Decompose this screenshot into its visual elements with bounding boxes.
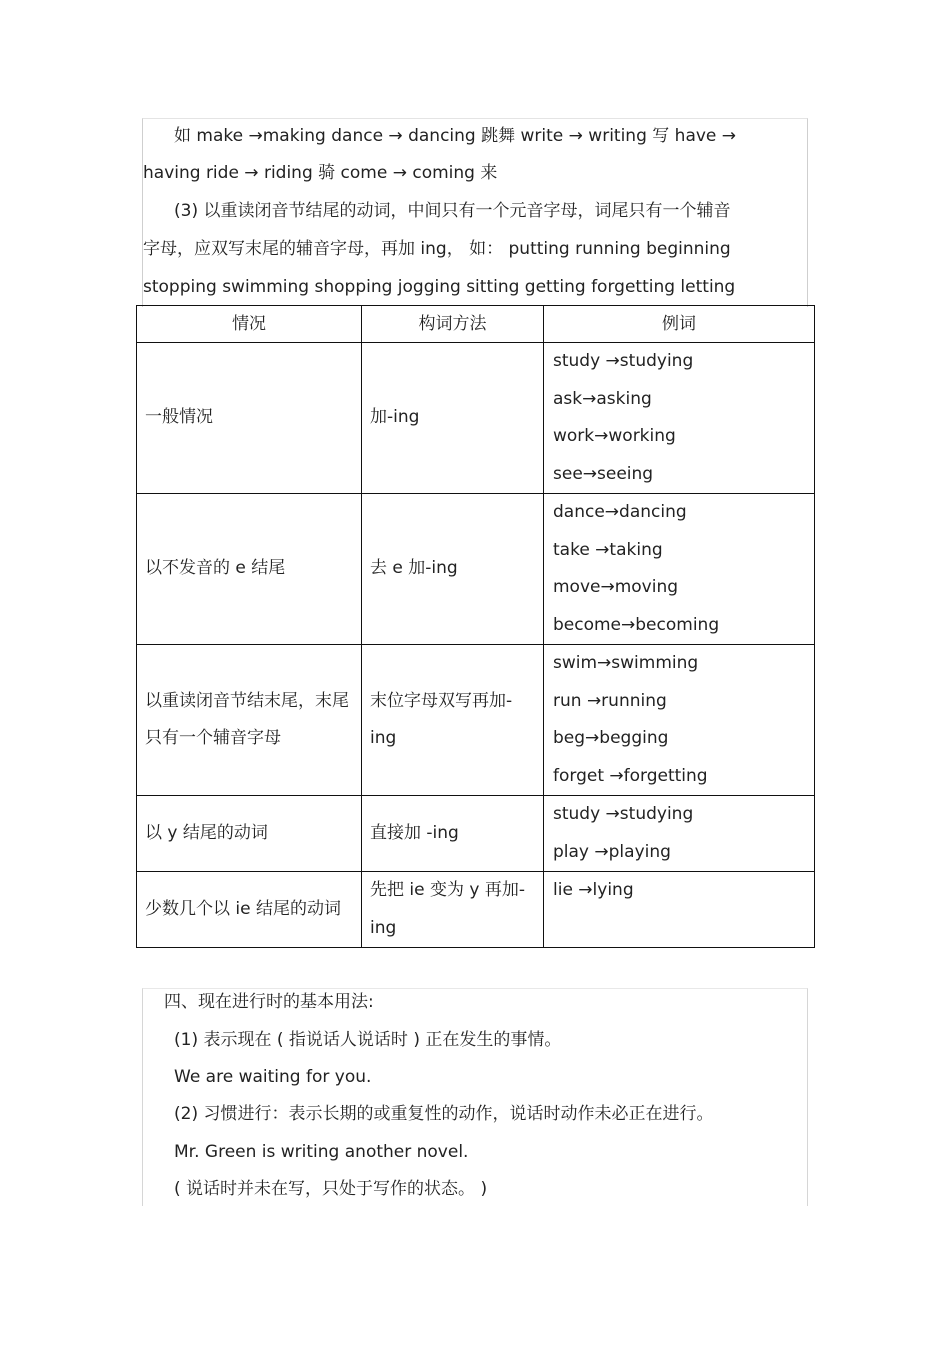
ing-rules-table [136, 305, 815, 948]
example-word: swim→swimming [553, 653, 699, 673]
row-case: 以重读闭音节结末尾，末尾只有一个辅音字母 [137, 645, 362, 796]
table-header-row [137, 306, 815, 343]
row-examples [544, 494, 815, 645]
row-examples [544, 343, 815, 494]
example-word: forget →forgetting [553, 765, 708, 786]
row-case: 少数几个以 ie 结尾的动词 [137, 872, 362, 948]
usage-item-1: (1) 表示现在 ( 指说话人说话时 ) 正在发生的事情。 [174, 1030, 562, 1050]
intro-line-4: 字母，应双写末尾的辅音字母，再加 ing， 如： putting running beginning [143, 239, 731, 259]
row-case: 以不发音的 e 结尾 [137, 494, 362, 645]
intro-line-1: 如 make →making dance → dancing 跳舞 write → writing 写 have → [174, 126, 737, 146]
row-examples [544, 872, 815, 948]
table-row [137, 872, 815, 948]
example-word: study →studying [553, 351, 694, 371]
example-word: study →studying [553, 804, 694, 824]
example-word: play →playing [553, 841, 671, 862]
usage-example-2: Mr. Green is writing another novel. [174, 1142, 469, 1162]
row-method: 加-ing [362, 343, 544, 494]
header-examples: 例词 [544, 306, 815, 343]
table-row [137, 343, 815, 494]
example-word: lie →lying [553, 880, 634, 900]
example-word: see→seeing [553, 463, 654, 484]
row-examples [544, 796, 815, 872]
example-word: dance→dancing [553, 502, 687, 522]
example-word: move→moving [553, 577, 679, 597]
row-method: 去 e 加-ing [362, 494, 544, 645]
header-case: 情况 [137, 306, 362, 343]
usage-example-1: We are waiting for you. [174, 1067, 372, 1087]
row-method: 末位字母双写再加-ing [362, 645, 544, 796]
usage-item-2: (2) 习惯进行：表示长期的或重复性的动作，说话时动作未必正在进行。 [174, 1104, 714, 1124]
example-word: run →running [553, 690, 667, 711]
row-case: 以 y 结尾的动词 [137, 796, 362, 872]
row-method: 直接加 -ing [362, 796, 544, 872]
intro-line-5: stopping swimming shopping jogging sitting getting forgetting letting [143, 277, 736, 297]
row-examples [544, 645, 815, 796]
row-case: 一般情况 [137, 343, 362, 494]
table-row [137, 796, 815, 872]
table-row [137, 645, 815, 796]
example-word: work→working [553, 426, 676, 446]
example-word: beg→begging [553, 728, 669, 748]
section-heading: 四、现在进行时的基本用法: [164, 992, 374, 1012]
usage-note-2: ( 说话时并未在写，只处于写作的状态。 ) [174, 1179, 488, 1199]
intro-line-2: having ride → riding 骑 come → coming 来 [143, 163, 498, 183]
header-method: 构词方法 [362, 306, 544, 343]
example-word: become→becoming [553, 614, 720, 635]
intro-line-3: (3) 以重读闭音节结尾的动词，中间只有一个元音字母，词尾只有一个辅音 [174, 201, 731, 221]
example-word: take →taking [553, 539, 663, 560]
usage-section [142, 988, 808, 1206]
table-row [137, 494, 815, 645]
row-method: 先把 ie 变为 y 再加-ing [362, 872, 544, 948]
example-word: ask→asking [553, 388, 652, 409]
